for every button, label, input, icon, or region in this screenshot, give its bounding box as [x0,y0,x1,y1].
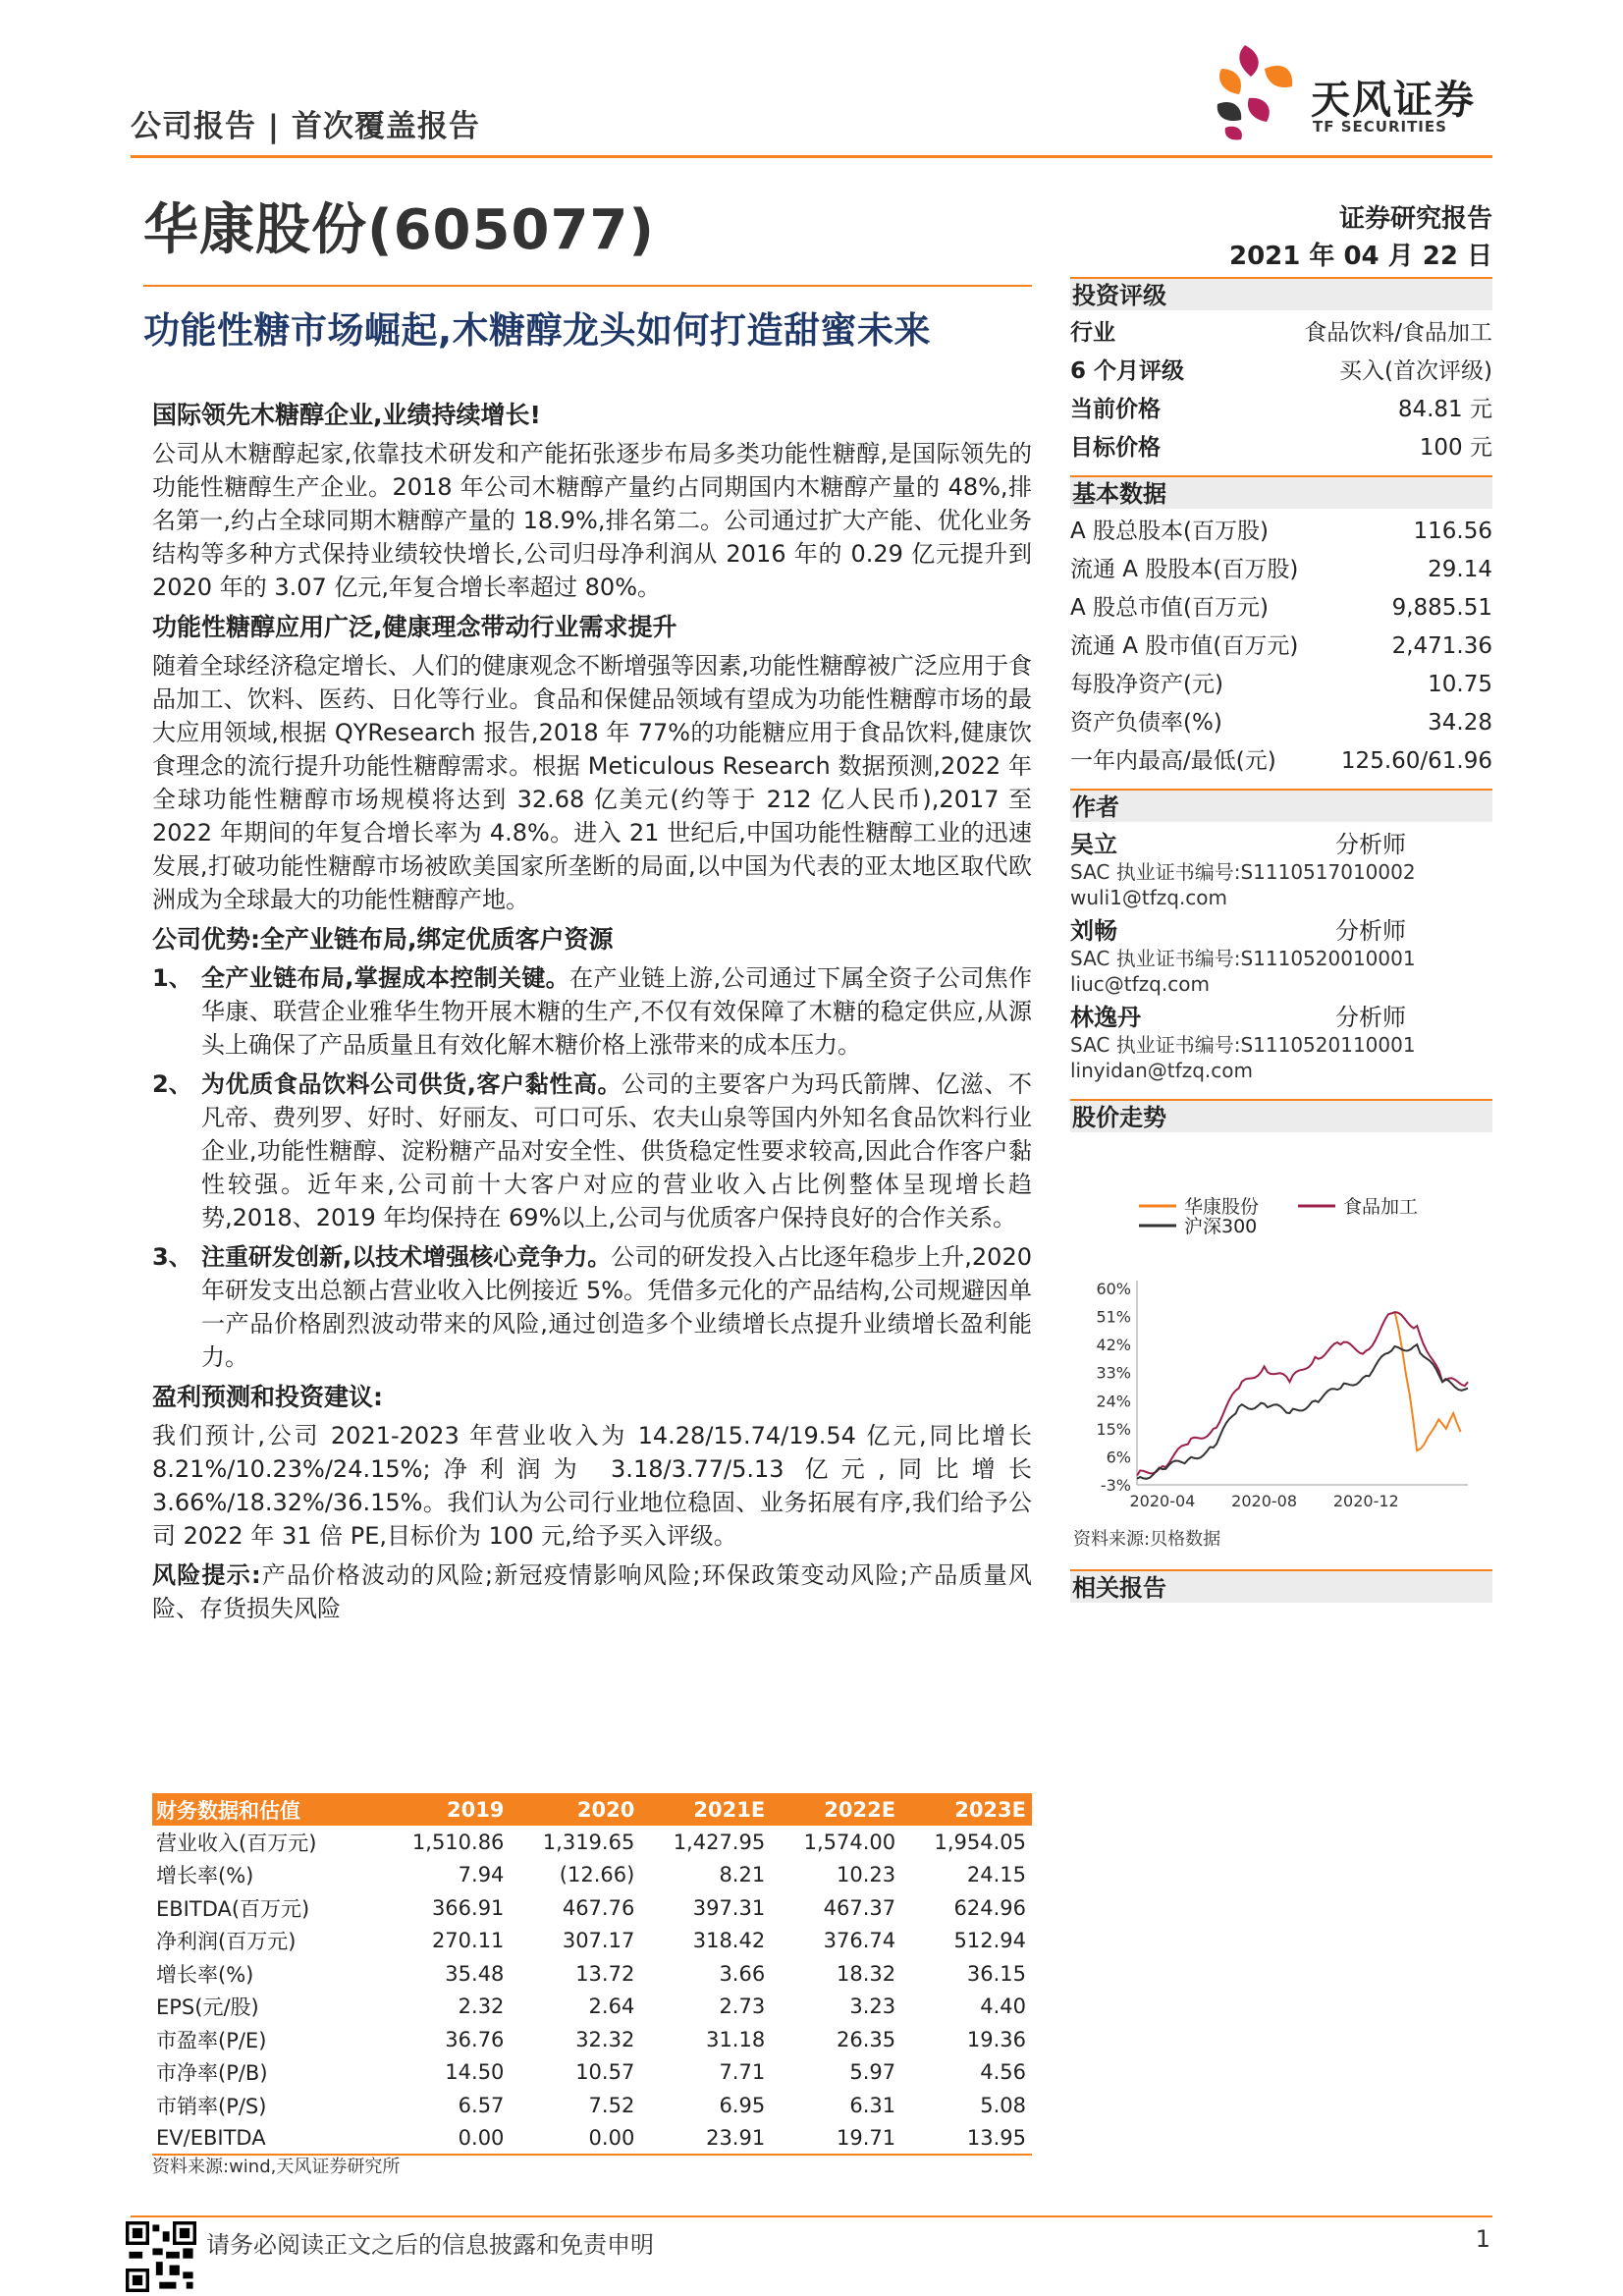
table-cell: 512.94 [953,1929,1026,1953]
basic-data-row [1070,742,1492,781]
body-column [152,398,1032,1631]
table-source: 资料来源:wind,天风证券研究所 [152,2157,401,2177]
table-cell: 270.11 [431,1929,505,1953]
table-row [152,1826,1032,1859]
paragraph: 随着全球经济稳定增长、人们的健康观念不断增强等因素,功能性糖醇被广泛应用于食品加工、饮料、医药、日化等行业。食品和保健品领域有望成为功能性糖醇市场的最大应用领域,根据 QYResearch 报告,2018 年 77%的功能糖应用于食品饮料,健康饮食理念的流行提升功能性糖醇需求。根据 Meticulous Research 数据预测,2022 年全球功能性糖醇市场规模将达到 32.68 亿美元(约等于 212 亿人民币),2017 至 2022 年期间的年复合增长率为 4.8%。进入 21 世纪后,中国功能性糖醇工业的迅速发展,打破功能性糖醇市场被欧美国家所垄断的局面,以中国为代表的亚太地区取代欧洲成为全球最大的功能性糖醇产地。 [152,652,1032,913]
item-lead: 全产业链布局,掌握成本控制关键。 [201,964,570,992]
risk-paragraph [152,1558,1032,1625]
row-label: 净利润(百万元) [156,1930,297,1954]
qr-code-icon [126,2221,196,2292]
author-cert: SAC 执业证书编号:S1110517010002 [1070,860,1416,884]
table-cell: 0.00 [510,2122,640,2156]
basic-data-value: 34.28 [1428,710,1492,736]
advantage-item [152,1240,1032,1374]
section-heading: 盈利预测和投资建议: [152,1383,383,1411]
paragraph: 我们预计,公司 2021-2023 年营业收入为 14.28/15.74/19.54 亿元,同比增长 8.21%/10.23%/24.15%;净利润为 3.18/3.77/5.13 亿元,同比增长 3.66%/18.32%/36.15%。我们认为公司行业地位稳固、业务拓展有序,我们给予公司 2022 年 31 倍 PE,目标价为 100 元,给予买入评级。 [152,1422,1032,1550]
table-cell: 31.18 [706,2027,766,2051]
table-cell: 4.56 [980,2060,1026,2085]
section-heading: 功能性糖醇应用广泛,健康理念带动行业需求提升 [152,613,677,641]
basic-data-key: 资产负债率(%) [1070,710,1222,736]
table-cell: 2.64 [588,1995,635,2019]
basic-data-row [1070,589,1492,628]
basic-data-row [1070,551,1492,589]
table-cell: 19.71 [771,2122,901,2156]
table-cell: 7.52 [588,2093,635,2117]
author-list [1070,822,1492,1099]
table-cell: 35.48 [445,1961,505,1986]
author-email[interactable]: linyidan@tfzq.com [1070,1059,1253,1082]
chart-source: 资料来源:贝格数据 [1073,1529,1221,1550]
table-cell: 23.91 [640,2122,771,2156]
row-label: 增长率(%) [156,1864,254,1888]
table-header: 2019 [380,1793,511,1826]
header-divider [131,155,1492,158]
author-name-row [1070,830,1492,859]
table-cell: 3.66 [719,1961,766,1986]
report-date: 2021 年 04 月 22 日 [1229,242,1492,271]
table-cell: 6.57 [458,2093,505,2117]
author-role: 分析师 [1335,917,1406,945]
basic-data-list [1070,509,1492,789]
price-trend-heading: 股价走势 [1070,1099,1492,1132]
rating-key: 当前价格 [1070,397,1161,422]
table-cell: 7.71 [719,2060,766,2085]
section-heading: 公司优势:全产业链布局,绑定优质客户资源 [152,925,614,954]
rating-value: 84.81 元 [1397,397,1492,422]
series-line-2 [1137,1312,1468,1475]
rating-row [1070,353,1492,391]
series-line-3 [1137,1344,1468,1479]
logo-subtitle: TF SECURITIES [1313,118,1447,136]
table-cell: 6.31 [849,2093,896,2117]
y-tick-label: 51% [1096,1307,1131,1327]
page-number: 1 [1475,2225,1490,2253]
table-cell: 36.15 [966,1961,1026,1986]
author-entry [1070,1003,1492,1083]
table-cell: 13.72 [575,1961,635,1986]
paragraph: 公司从木糖醇起家,依靠技术研发和产能拓张逐步布局多类功能性糖醇,是国际领先的功能性糖醇生产企业。2018 年公司木糖醇产量约占同期国内木糖醇产量的 48%,排名第一,约占全球同期木糖醇产量的 18.9%,排名第二。公司通过扩大产能、优化业务结构等多种方式保持业绩较快增长,公司归母净利润从 2016 年的 0.29 亿元提升到 2020 年的 3.07 亿元,年复合增长率超过 80%。 [152,440,1032,601]
rating-key: 行业 [1070,320,1115,346]
basic-data-value: 10.75 [1428,672,1492,697]
rating-key: 目标价格 [1070,435,1161,461]
author-cert: SAC 执业证书编号:S1110520110001 [1070,1033,1416,1057]
basic-data-heading: 基本数据 [1070,475,1492,509]
table-cell: 467.37 [823,1895,896,1920]
table-cell: (12.66) [559,1863,635,1887]
rating-row [1070,391,1492,429]
table-cell: 1,574.00 [803,1830,896,1854]
table-row [152,1925,1032,1958]
table-cell: 397.31 [692,1895,766,1920]
author-name: 刘畅 [1070,917,1117,945]
item-lead: 注重研发创新,以技术增强核心竞争力。 [201,1243,612,1271]
basic-data-value: 29.14 [1428,557,1492,582]
table-row [152,2056,1032,2090]
y-tick-label: 24% [1096,1392,1131,1411]
price-trend-chart [1070,1178,1492,1542]
row-label: 增长率(%) [156,1962,254,1987]
table-cell: 13.95 [901,2122,1032,2156]
table-cell: 0.00 [380,2122,511,2156]
rating-row [1070,429,1492,467]
table-cell: 24.15 [966,1863,1026,1887]
y-tick-label: 15% [1096,1419,1131,1439]
table-row [152,2023,1032,2056]
table-cell: 19.36 [966,2027,1026,2051]
table-header: 2020 [510,1793,640,1826]
basic-data-value: 9,885.51 [1391,595,1492,621]
y-tick-label: 33% [1096,1363,1131,1383]
legend-label: 华康股份 [1184,1196,1260,1218]
author-role: 分析师 [1335,831,1406,858]
table-cell: 366.91 [431,1895,505,1920]
table-header: 2022E [771,1793,901,1826]
basic-data-value: 116.56 [1413,519,1492,544]
x-tick-label: 2020-12 [1332,1492,1399,1510]
rating-heading: 投资评级 [1070,277,1492,310]
table-row [152,1859,1032,1892]
table-body [152,1826,1032,2155]
row-label: EPS(元/股) [156,1995,259,2020]
table-cell: 1,954.05 [934,1830,1026,1854]
basic-data-row [1070,666,1492,704]
table-cell: 26.35 [836,2027,896,2051]
x-tick-label: 2020-04 [1129,1492,1196,1510]
table-header-row [152,1793,1032,1826]
table-cell: 10.57 [575,2060,635,2085]
row-label: EV/EBITDA [152,2122,380,2156]
basic-data-value: 125.60/61.96 [1340,748,1492,774]
table-cell: 36.76 [445,2027,505,2051]
table-cell: 2.73 [719,1995,766,2019]
x-tick-label: 2020-08 [1231,1492,1298,1510]
table-cell: 18.32 [836,1961,896,1986]
y-tick-label: 6% [1106,1448,1131,1467]
logo-name: 天风证券 [1311,78,1476,123]
table-cell: 32.32 [575,2027,635,2051]
table-row [152,1891,1032,1925]
table-cell: 467.76 [562,1895,635,1920]
company-title: 华康股份(605077) [143,198,655,262]
table-header: 财务数据和估值 [152,1793,380,1826]
author-name-row [1070,1003,1492,1032]
row-label: 营业收入(百万元) [156,1831,317,1855]
table-cell: 5.97 [849,2060,896,2085]
row-label: 市盈率(P/E) [156,2028,267,2052]
table-row [152,2089,1032,2122]
advantage-item [152,1067,1032,1234]
basic-data-row [1070,628,1492,666]
author-cert: SAC 执业证书编号:S1110520010001 [1070,947,1416,970]
table-cell: 3.23 [849,1995,896,2019]
author-name: 吴立 [1070,831,1117,858]
table-header: 2021E [640,1793,771,1826]
advantage-item [152,961,1032,1062]
report-type: 证券研究报告 [1338,204,1492,234]
item-number: 3、 [152,1243,192,1271]
rating-value: 食品饮料/食品加工 [1304,320,1492,346]
rating-value: 100 元 [1419,435,1492,461]
table-cell: 2.32 [458,1995,505,2019]
author-entry [1070,916,1492,997]
row-label: EBITDA(百万元) [156,1896,310,1921]
y-tick-label: -3% [1100,1476,1131,1495]
rating-value: 买入(首次评级) [1339,358,1492,384]
author-name-row [1070,916,1492,946]
item-number: 2、 [152,1070,192,1098]
item-text: 公司的主要客户为玛氏箭牌、亿滋、不凡帝、费列罗、好时、好丽友、可口可乐、农夫山泉等国内外知名食品饮料行业企业,功能性糖醇、淀粉糖产品对安全性、供货稳定性要求较高,因此合作客户黏性较强。近年来,公司前十大客户对应的营业收入占比例整体呈现增长趋势,2018、2019 年均保持在 69%以上,公司与优质客户保持良好的合作关系。 [201,1070,1032,1231]
table-cell: 7.94 [458,1863,505,1887]
title-divider [143,285,1032,287]
table-cell: 318.42 [692,1929,766,1953]
legend-label: 食品加工 [1343,1196,1419,1218]
y-tick-label: 42% [1096,1336,1131,1355]
basic-data-key: A 股总市值(百万元) [1070,595,1269,621]
table-cell: 6.95 [719,2093,766,2117]
author-name: 林逸丹 [1070,1004,1141,1031]
author-entry [1070,830,1492,910]
basic-data-key: 一年内最高/最低(元) [1070,748,1276,774]
table-cell: 624.96 [953,1895,1026,1920]
table-cell: 14.50 [445,2060,505,2085]
table-cell: 376.74 [823,1929,896,1953]
author-email[interactable]: liuc@tfzq.com [1070,972,1210,996]
risk-label: 风险提示: [152,1561,261,1589]
table-cell: 4.40 [980,1995,1026,2019]
row-label: 市销率(P/S) [156,2094,267,2118]
item-text: 在产业链上游,公司通过下属全资子公司焦作华康、联营企业雅华生物开展木糖的生产,不仅有效保障了木糖的稳定供应,从源头上确保了产品质量且有效化解木糖价格上涨带来的成本压力。 [201,964,1032,1059]
report-category: 公司报告 | 首次覆盖报告 [131,109,480,144]
item-number: 1、 [152,964,192,992]
item-text: 公司的研发投入占比逐年稳步上升,2020 年研发支出总额占营业收入比例接近 5%。凭借多元化的产品结构,公司规避因单一产品价格剧烈波动带来的风险,通过创造多个业绩增长点提升业绩增长盈利能力。 [201,1243,1032,1371]
table-row [152,1991,1032,2024]
footer-divider [131,2215,1492,2217]
table-cell: 10.23 [836,1863,896,1887]
table-header: 2023E [901,1793,1032,1826]
rating-key: 6 个月评级 [1070,358,1185,384]
item-lead: 为优质食品饮料公司供货,客户黏性高。 [201,1070,622,1098]
sidebar [1070,277,1492,1132]
table-cell: 1,319.65 [542,1830,635,1854]
author-role: 分析师 [1335,1004,1406,1031]
report-headline: 功能性糖市场崛起,木糖醇龙头如何打造甜蜜未来 [143,309,932,352]
basic-data-key: 每股净资产(元) [1070,672,1223,697]
author-email[interactable]: wuli1@tfzq.com [1070,886,1228,909]
footer-disclaimer: 请务必阅读正文之后的信息披露和免责申明 [206,2231,654,2259]
risk-text: 产品价格波动的风险;新冠疫情影响风险;环保政策变动风险;产品质量风险、存货损失风险 [152,1561,1032,1622]
basic-data-key: A 股总股本(百万股) [1070,519,1269,544]
basic-data-value: 2,471.36 [1391,633,1492,659]
basic-data-row [1070,704,1492,742]
table-cell: 307.17 [562,1929,635,1953]
table-cell: 1,510.86 [411,1830,505,1854]
basic-data-row [1070,513,1492,551]
row-label: 市净率(P/B) [156,2061,268,2086]
related-reports-heading: 相关报告 [1070,1569,1492,1603]
table-cell: 1,427.95 [673,1830,766,1854]
legend-label: 沪深300 [1184,1216,1258,1237]
rating-row [1070,314,1492,353]
basic-data-key: 流通 A 股股本(百万股) [1070,557,1299,582]
financial-table [152,1793,1032,2156]
section-heading: 国际领先木糖醇企业,业绩持续增长! [152,401,541,429]
basic-data-key: 流通 A 股市值(百万元) [1070,633,1299,659]
table-cell: 5.08 [980,2093,1026,2117]
y-tick-label: 60% [1096,1280,1131,1298]
author-heading: 作者 [1070,789,1492,822]
table-row [152,1957,1032,1991]
table-cell: 8.21 [719,1863,766,1887]
table-row [152,2122,1032,2156]
